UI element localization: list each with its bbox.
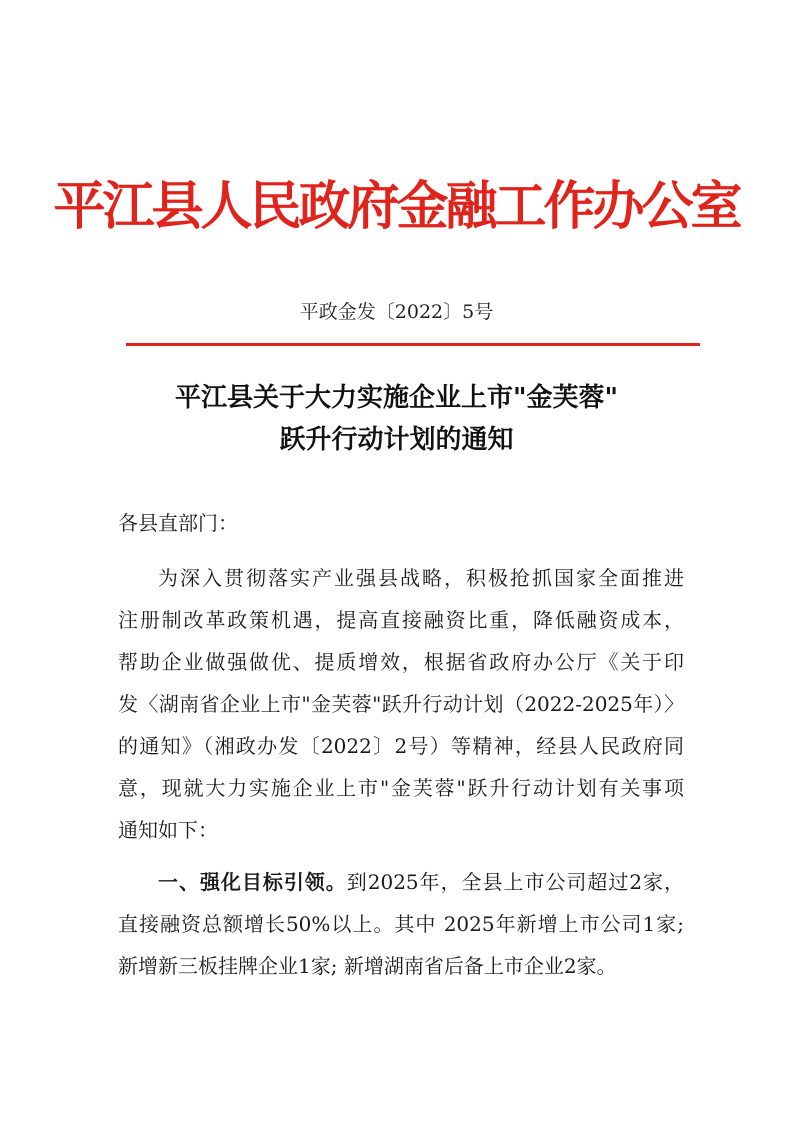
intro-line: 发〈湖南省企业上市"金芙蓉"跃升行动计划（2022-2025年）〉 <box>118 692 684 716</box>
section-1-heading: 一、强化目标引领。 <box>158 870 347 894</box>
notice-title-line-1: 平江县关于大力实施企业上市"金芙蓉" <box>174 383 619 413</box>
section-1-line: 直接融资总额增长50%以上。其中 2025年新增上市公司1家; <box>118 912 684 936</box>
intro-line: 意，现就大力实施企业上市"金芙蓉"跃升行动计划有关事项 <box>118 776 684 800</box>
intro-line: 注册制改革政策机遇，提高直接融资比重，降低融资成本， <box>118 608 684 632</box>
red-divider <box>126 343 700 346</box>
salutation: 各县直部门： <box>118 511 238 535</box>
notice-title-line-2: 跃升行动计划的通知 <box>279 425 514 455</box>
intro-line: 的通知》（湘政办发〔2022〕2号）等精神，经县人民政府同 <box>118 734 684 758</box>
section-1-text: 到2025年，全县上市公司超过2家， <box>346 870 685 894</box>
section-1-line: 新增新三板挂牌企业1家; 新增湖南省后备上市企业2家。 <box>118 954 617 978</box>
section-1-line <box>158 867 684 897</box>
issuer-heading: 平江县人民政府金融工作办公室 <box>53 176 740 237</box>
document-number: 平政金发〔2022〕5号 <box>299 301 494 323</box>
intro-line: 为深入贯彻落实产业强县战略，积极抢抓国家全面推进 <box>158 566 684 590</box>
intro-line: 帮助企业做强做优、提质增效，根据省政府办公厅《关于印 <box>118 650 684 674</box>
intro-line: 通知如下： <box>118 818 218 842</box>
